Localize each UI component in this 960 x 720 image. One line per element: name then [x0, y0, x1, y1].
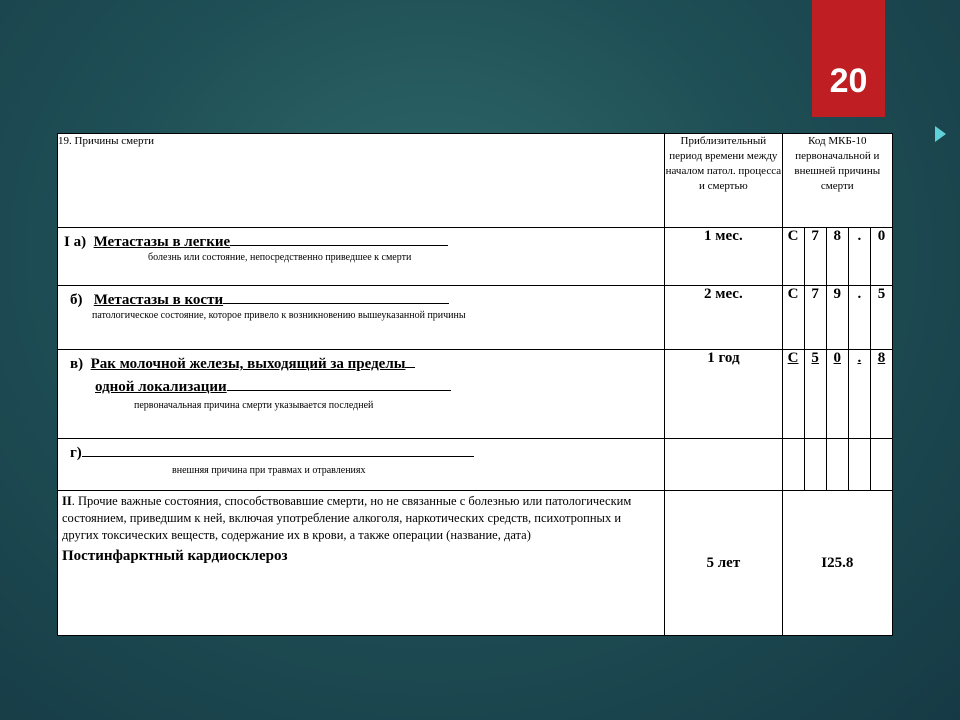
- cause-a-period: 1 мес.: [665, 228, 782, 286]
- other-conditions-cell: [58, 491, 665, 636]
- other-period: 5 лет: [665, 491, 782, 636]
- cause-b-code-5: 5: [870, 286, 892, 350]
- cause-d-hint: внешняя причина при травмах и отравлениях: [172, 465, 366, 476]
- cause-d-code-4: [848, 439, 870, 491]
- cause-row-c: [58, 350, 893, 439]
- cause-row-a: [58, 228, 893, 286]
- cause-c-prefix: в): [70, 356, 84, 372]
- causes-header: 19. Причины смерти: [58, 134, 665, 228]
- cause-d-cell: [58, 439, 665, 491]
- cause-d-period: [665, 439, 782, 491]
- cause-c-code-2: 5: [804, 350, 826, 439]
- period-header: Приблизительный период времени между началом патол. процесса и смертью: [665, 134, 782, 228]
- cause-b-code-4: .: [848, 286, 870, 350]
- other-diagnosis: Постинфарктный кардиосклероз: [62, 548, 288, 564]
- cause-d-code-1: [782, 439, 804, 491]
- cause-b-period: 2 мес.: [665, 286, 782, 350]
- cause-d-code-5: [870, 439, 892, 491]
- cause-a-code-5: 0: [870, 228, 892, 286]
- cause-c-code-3: 0: [826, 350, 848, 439]
- cause-c-code-4: .: [848, 350, 870, 439]
- cause-c-hint: первоначальная причина смерти указывается последней: [134, 400, 374, 411]
- cause-a-code-2: 7: [804, 228, 826, 286]
- cause-b-hint: патологическое состояние, которое привело к возникновению вышеуказанной причины: [92, 310, 466, 321]
- other-conditions-row: [58, 491, 893, 636]
- header-row: [58, 134, 893, 228]
- cause-b-code-2: 7: [804, 286, 826, 350]
- cause-b-code-3: 9: [826, 286, 848, 350]
- cause-c-code-5: 8: [870, 350, 892, 439]
- other-description: . Прочие важные состояния, способствовавшие смерти, но не связанные с болезнью или патологическим состоянием, приведшим к ней, включая употребление алкоголя, наркотических средств, психотропных и других токсических веществ, содержание их в крови, а также операции (название, дата): [62, 494, 632, 542]
- fill-line: [230, 231, 448, 246]
- cause-a-code-4: .: [848, 228, 870, 286]
- death-certificate-table: [57, 133, 893, 636]
- cause-a-prefix: I а): [64, 234, 87, 250]
- slide-number-badge: 20: [812, 0, 885, 117]
- fill-line: [227, 376, 451, 391]
- cause-c-cell: [58, 350, 665, 439]
- fill-line: [82, 442, 474, 457]
- cause-b-cell: [58, 286, 665, 350]
- cause-c-period: 1 год: [665, 350, 782, 439]
- cause-row-d: [58, 439, 893, 491]
- arrow-marker-icon: [935, 126, 946, 142]
- cause-d-code-3: [826, 439, 848, 491]
- cause-a-diagnosis: Метастазы в легкие: [93, 234, 231, 250]
- cause-d-prefix: г): [70, 445, 82, 461]
- cause-a-cell: [58, 228, 665, 286]
- cause-b-prefix: б): [70, 292, 83, 308]
- cause-a-code-1: С: [782, 228, 804, 286]
- other-prefix: II: [62, 494, 72, 508]
- cause-b-diagnosis: Метастазы в кости: [93, 292, 224, 308]
- cause-d-code-2: [804, 439, 826, 491]
- icd-code-header: Код МКБ-10 первоначальной и внешней причины смерти: [782, 134, 892, 228]
- fill-line: [405, 353, 415, 368]
- fill-line: [223, 289, 449, 304]
- cause-b-code-1: С: [782, 286, 804, 350]
- cause-a-hint: болезнь или состояние, непосредственно приведшее к смерти: [148, 252, 412, 263]
- cause-row-b: [58, 286, 893, 350]
- other-code: I25.8: [782, 491, 892, 636]
- cause-a-code-3: 8: [826, 228, 848, 286]
- cause-c-code-1: С: [782, 350, 804, 439]
- cause-c-diagnosis-line1: Рак молочной железы, выходящий за пределы: [90, 356, 406, 372]
- cause-c-diagnosis-line2: одной локализации: [95, 379, 227, 395]
